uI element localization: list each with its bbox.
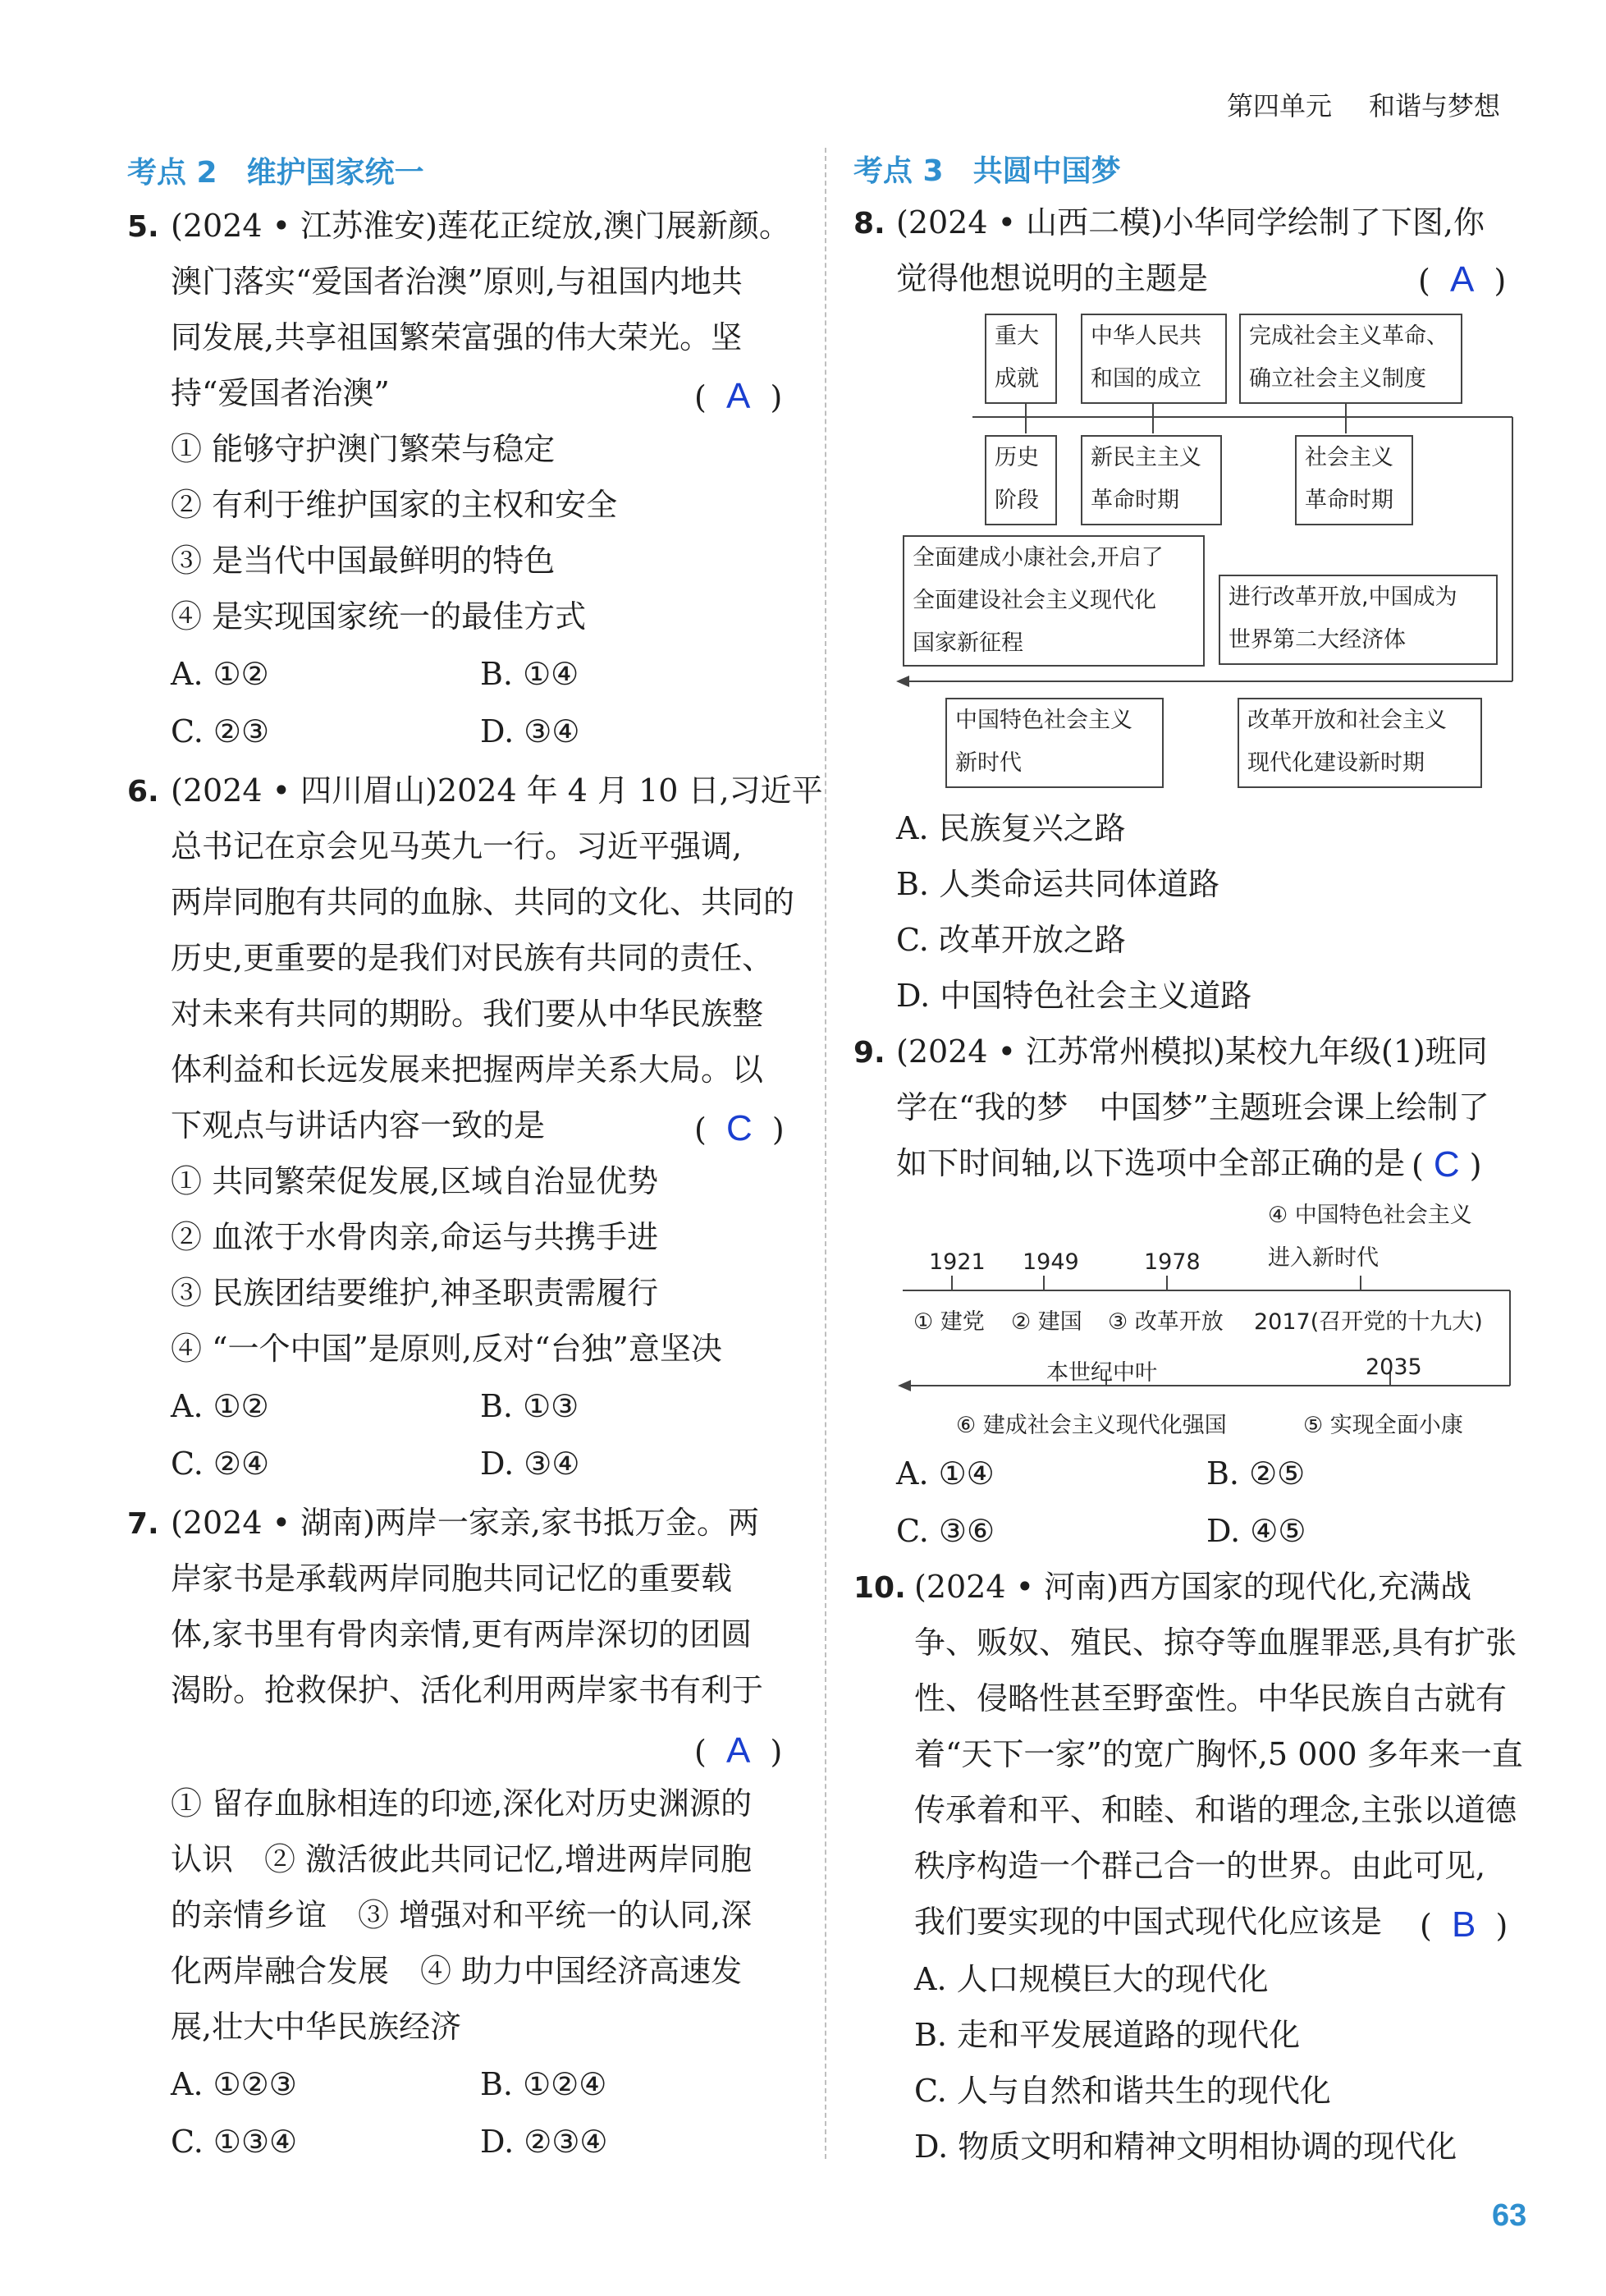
- option-d: D. ③④: [480, 713, 580, 749]
- box-line: 现代化建设新时期: [1247, 750, 1425, 776]
- box-line: 新民主主义: [1091, 445, 1201, 470]
- box-line: 社会主义: [1305, 445, 1393, 470]
- timeline-event: ③ 改革开放: [1108, 1309, 1224, 1335]
- statement-item: ④ “一个中国”是原则,反对“台独”意坚决: [171, 1331, 722, 1367]
- option-c: C. ②③: [171, 713, 270, 749]
- statement-item: 展,壮大中华民族经济: [171, 2009, 462, 2045]
- option-d: D. 中国特色社会主义道路: [896, 978, 1252, 1014]
- diagram-box-historical-stage: [985, 435, 1057, 525]
- option-b: B. 走和平发展道路的现代化: [914, 2017, 1301, 2053]
- question-text: 渴盼。抢救保护、活化利用两岸家书有利于: [171, 1672, 764, 1708]
- option-d: D. ④⑤: [1206, 1513, 1306, 1549]
- option-a: A. ①②: [171, 1388, 269, 1424]
- option-b: B. 人类命运共同体道路: [896, 866, 1220, 902]
- timeline-year: 1921: [929, 1249, 986, 1275]
- box-line: 国家新征程: [913, 630, 1023, 656]
- statement-item: ② 血浓于水骨肉亲,命运与共携手进: [171, 1219, 659, 1255]
- question-text: 学在“我的梦 中国梦”主题班会课上绘制了: [896, 1089, 1489, 1125]
- option-a: A. ①②③: [171, 2066, 297, 2102]
- statement-item: 化两岸融合发展 ④ 助力中国经济高速发: [171, 1953, 743, 1989]
- question-number: 6.: [127, 775, 159, 809]
- page-number: 63: [1492, 2198, 1527, 2233]
- question-text: 持“爱国者治澳”: [171, 375, 390, 411]
- unit-label: 第四单元: [1227, 90, 1333, 121]
- question-text: (2024 • 江苏常州模拟)某校九年级(1)班同: [896, 1033, 1488, 1070]
- column-divider: [825, 148, 826, 2159]
- statement-item: ② 有利于维护国家的主权和安全: [171, 487, 618, 523]
- question-text: 体利益和长远发展来把握两岸关系大局。以: [171, 1052, 764, 1088]
- box-line: 重大: [995, 323, 1039, 349]
- option-c: C. ③⑥: [896, 1513, 995, 1549]
- option-b: B. ①②④: [480, 2066, 607, 2102]
- diagram-box-new-period: [1238, 698, 1482, 788]
- diagram-box-new-journey: [903, 535, 1205, 667]
- section-title-left: 考点 2 维护国家统一: [127, 156, 424, 190]
- question-text: 觉得他想说明的主题是: [896, 260, 1209, 296]
- answer-slot: ( A ): [694, 1730, 783, 1771]
- option-c: C. 改革开放之路: [896, 922, 1126, 958]
- question-text: (2024 • 河南)西方国家的现代化,充满战: [914, 1569, 1472, 1605]
- question-text: (2024 • 湖南)两岸一家亲,家书抵万金。两: [171, 1505, 760, 1541]
- question-text: 如下时间轴,以下选项中全部正确的是: [896, 1145, 1406, 1181]
- box-line: 改革开放和社会主义: [1247, 708, 1447, 733]
- diagram-box-socialist-revolution: [1295, 435, 1413, 525]
- timeline-event: ② 建国: [1011, 1309, 1082, 1335]
- answer-slot: ( B ): [1420, 1904, 1508, 1945]
- box-line: 中华人民共: [1091, 323, 1201, 349]
- box-line: 世界第二大经济体: [1229, 627, 1406, 653]
- statement-item: ③ 民族团结要维护,神圣职责需履行: [171, 1275, 659, 1311]
- timeline-note: ④ 中国特色社会主义: [1268, 1203, 1472, 1228]
- answer-mark: C: [1433, 1144, 1460, 1185]
- option-b: B. ②⑤: [1206, 1455, 1306, 1492]
- statement-item: ③ 是当代中国最鲜明的特色: [171, 543, 556, 579]
- box-line: 阶段: [995, 488, 1039, 513]
- option-b: B. ①④: [480, 656, 579, 692]
- box-line: 中国特色社会主义: [955, 708, 1132, 733]
- question-text: 岸家书是承载两岸同胞共同记忆的重要载: [171, 1560, 733, 1597]
- diagram-box-reform-opening: [1219, 575, 1498, 665]
- statement-item: 认识 ② 激活彼此共同记忆,增进两岸同胞: [171, 1841, 753, 1877]
- timeline-year: 1949: [1023, 1249, 1079, 1275]
- question-text: 历史,更重要的是我们对民族有共同的责任、: [171, 940, 774, 976]
- timeline-label: 本世纪中叶: [1046, 1360, 1157, 1386]
- question-text: 两岸同胞有共同的血脉、共同的文化、共同的: [171, 884, 795, 920]
- question-number: 8.: [853, 207, 885, 241]
- question-text: 性、侵略性甚至野蛮性。中华民族自古就有: [914, 1680, 1508, 1716]
- diagram-box-new-era: [945, 698, 1164, 788]
- timeline-event: ⑤ 实现全面小康: [1303, 1413, 1463, 1438]
- timeline-year: 1978: [1144, 1249, 1201, 1275]
- question-text: 同发展,共享祖国繁荣富强的伟大荣光。坚: [171, 319, 743, 355]
- question-text: (2024 • 江苏淮安)莲花正绽放,澳门展新颜。: [171, 208, 791, 244]
- question-number: 10.: [853, 1571, 906, 1605]
- unit-title: 和谐与梦想: [1369, 90, 1501, 121]
- box-line: 成就: [995, 366, 1039, 392]
- question-text: 我们要实现的中国式现代化应该是: [914, 1904, 1383, 1940]
- diagram-box-new-democratic: [1081, 435, 1222, 525]
- question-number: 7.: [127, 1507, 159, 1541]
- answer-mark: C: [725, 1108, 753, 1148]
- box-line: 历史: [995, 445, 1039, 470]
- box-line: 革命时期: [1305, 488, 1393, 513]
- question-text: 对未来有共同的期盼。我们要从中华民族整: [171, 996, 764, 1032]
- option-c: C. ②④: [171, 1446, 270, 1482]
- box-line: 和国的成立: [1091, 366, 1201, 392]
- option-a: A. ①④: [896, 1455, 995, 1492]
- answer-mark: B: [1451, 1904, 1476, 1945]
- answer-mark: A: [725, 376, 751, 416]
- option-d: D. 物质文明和精神文明相协调的现代化: [914, 2129, 1457, 2165]
- answer-slot: ( A ): [694, 376, 783, 416]
- section-title-right: 考点 3 共圆中国梦: [853, 154, 1121, 188]
- option-d: D. ②③④: [480, 2124, 608, 2160]
- timeline-note: 进入新时代: [1268, 1245, 1379, 1271]
- box-line: 完成社会主义革命、: [1249, 323, 1448, 349]
- option-a: A. 民族复兴之路: [896, 810, 1126, 846]
- question-text: 传承着和平、和睦、和谐的理念,主张以道德: [914, 1792, 1517, 1828]
- statement-item: ④ 是实现国家统一的最佳方式: [171, 598, 587, 635]
- question-text: 澳门落实“爱国者治澳”原则,与祖国内地共: [171, 264, 743, 300]
- statement-item: ① 共同繁荣促发展,区域自治显优势: [171, 1163, 659, 1199]
- question-text: (2024 • 山西二模)小华同学绘制了下图,你: [896, 204, 1485, 241]
- timeline-label: 2035: [1366, 1354, 1422, 1380]
- option-b: B. ①③: [480, 1388, 579, 1424]
- timeline-event: 2017(召开党的十九大): [1254, 1309, 1483, 1335]
- diagram-box-prc-founding: [1081, 314, 1227, 404]
- question-number: 5.: [127, 210, 159, 244]
- statement-item: 的亲情乡谊 ③ 增强对和平统一的认同,深: [171, 1897, 753, 1933]
- question-text: 秩序构造一个群己合一的世界。由此可见,: [914, 1848, 1486, 1884]
- answer-slot: ( C ): [1412, 1144, 1482, 1185]
- answer-slot: ( A ): [1418, 259, 1507, 300]
- box-line: 进行改革开放,中国成为: [1229, 584, 1457, 610]
- question-text: 总书记在京会见马英九一行。习近平强调,: [171, 828, 743, 864]
- statement-item: ① 留存血脉相连的印迹,深化对历史渊源的: [171, 1785, 753, 1822]
- statement-item: ① 能够守护澳门繁荣与稳定: [171, 431, 556, 467]
- option-c: C. 人与自然和谐共生的现代化: [914, 2073, 1331, 2109]
- answer-mark: A: [725, 1730, 751, 1771]
- answer-slot: ( C ): [694, 1108, 785, 1148]
- option-a: A. 人口规模巨大的现代化: [914, 1961, 1269, 1997]
- question-text: 下观点与讲话内容一致的是: [171, 1107, 546, 1143]
- question-number: 9.: [853, 1036, 885, 1070]
- diagram-box-socialist-system: [1239, 314, 1462, 404]
- question-text: (2024 • 四川眉山)2024 年 4 月 10 日,习近平: [171, 772, 823, 809]
- diagram-box-achievement: [985, 314, 1057, 404]
- option-d: D. ③④: [480, 1446, 580, 1482]
- question-text: 着“天下一家”的宽广胸怀,5 000 多年来一直: [914, 1736, 1523, 1772]
- box-line: 革命时期: [1091, 488, 1179, 513]
- question-text: 争、贩奴、殖民、掠夺等血腥罪恶,具有扩张: [914, 1625, 1517, 1661]
- box-line: 新时代: [955, 750, 1022, 776]
- timeline-event: ⑥ 建成社会主义现代化强国: [956, 1413, 1227, 1438]
- box-line: 确立社会主义制度: [1249, 366, 1426, 392]
- question-text: 体,家书里有骨肉亲情,更有两岸深切的团圆: [171, 1616, 753, 1652]
- box-line: 全面建设社会主义现代化: [913, 588, 1156, 613]
- option-a: A. ①②: [171, 656, 269, 692]
- box-line: 全面建成小康社会,开启了: [913, 545, 1164, 571]
- answer-mark: A: [1449, 259, 1475, 300]
- timeline-event: ① 建党: [913, 1309, 985, 1335]
- option-c: C. ①③④: [171, 2124, 298, 2160]
